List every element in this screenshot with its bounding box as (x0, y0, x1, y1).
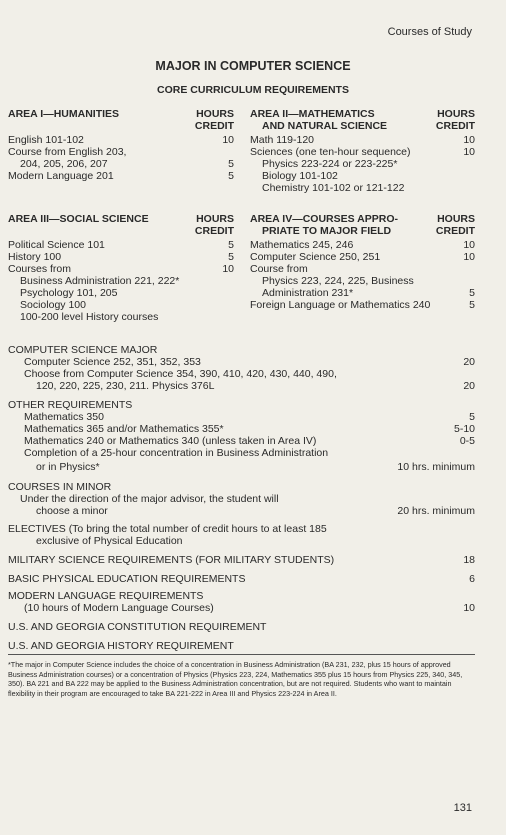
area-3-row-hours: 5 (228, 251, 234, 263)
area-2-row: Math 119-120 (250, 134, 315, 146)
requirement-line: Computer Science 252, 351, 352, 353 (24, 356, 201, 368)
area-1-row-hours: 5 (228, 158, 234, 170)
footnote-divider (8, 654, 475, 655)
area-2-hours-header: HOURS (437, 108, 475, 120)
area-2-credit-header: CREDIT (435, 120, 475, 132)
area-3-row-hours: 10 (222, 263, 234, 275)
area-2-title: AREA II—MATHEMATICS (250, 108, 375, 120)
area-3-hours-header: HOURS (196, 213, 234, 225)
requirement-line: Mathematics 350 (24, 411, 104, 423)
requirement-line: exclusive of Physical Education (36, 535, 183, 547)
requirement-heading: COMPUTER SCIENCE MAJOR (8, 344, 158, 356)
area-1-row: 204, 205, 206, 207 (20, 158, 108, 170)
requirement-hours: 20 (463, 380, 475, 392)
requirement-hours: 10 hrs. minimum (397, 461, 475, 473)
area-4-row-hours: 10 (463, 251, 475, 263)
requirement-heading: MODERN LANGUAGE REQUIREMENTS (8, 590, 204, 602)
area-1-credit-header: CREDIT (194, 120, 234, 132)
area-1-row: Course from English 203, (8, 146, 127, 158)
area-2-title-line-2: AND NATURAL SCIENCE (262, 120, 388, 132)
area-3-row: Political Science 101 (8, 239, 105, 251)
requirement-line: Mathematics 240 or Mathematics 340 (unless taken in Area IV) (24, 435, 317, 447)
area-4-row-hours: 5 (469, 287, 475, 299)
area-3-row-hours: 5 (228, 239, 234, 251)
page-number: 131 (453, 802, 472, 814)
area-2-row: Sciences (one ten-hour sequence) (250, 146, 411, 158)
requirement-line: Choose from Computer Science 354, 390, 410, 420, 430, 440, 490, (24, 368, 337, 380)
requirement-hours: 5 (469, 411, 475, 423)
area-1-row: Modern Language 201 (8, 170, 114, 182)
requirement-line: Completion of a 25-hour concentration in Business Administration (24, 447, 329, 459)
area-4-row: Administration 231* (262, 287, 354, 299)
area-3-row: History 100 (8, 251, 62, 263)
footnote: *The major in Computer Science includes the choice of a concentration in Business Administration (BA 231, 232, plus 15 hours of approved Business Administration courses) or a concentration of Physics (Physics 223, 224, Mathematics 355 plus 15 hours from Physics 225, 340, 345, 350). BA 221 and BA 222 may be applied to the Business Administration concentration, but are not required. Students who want to maintain flexibility in their program are encouraged to take BA 221-222 in Area III and Physics 223-224 in Area II. (8, 660, 463, 698)
area-4-row: Mathematics 245, 246 (250, 239, 354, 251)
area-3-row: Psychology 101, 205 (20, 287, 118, 299)
requirement-line: Mathematics 365 and/or Mathematics 355* (24, 423, 224, 435)
area-4-title: AREA IV—COURSES APPRO- (250, 213, 398, 225)
area-4-row: Physics 223, 224, 225, Business (262, 275, 414, 287)
requirement-line: (10 hours of Modern Language Courses) (24, 602, 214, 614)
area-3-title: AREA III—SOCIAL SCIENCE (8, 213, 149, 225)
area-4-row-hours: 5 (469, 299, 475, 311)
area-3-row: 100-200 level History courses (20, 311, 159, 323)
requirement-heading: COURSES IN MINOR (8, 481, 112, 493)
area-4-hours-header: HOURS (437, 213, 475, 225)
requirement-line: or in Physics* (36, 461, 100, 473)
area-4-row-hours: 10 (463, 239, 475, 251)
requirement-hours: 20 (463, 356, 475, 368)
requirement-hours: 18 (463, 554, 475, 566)
area-3-credit-header: CREDIT (194, 225, 234, 237)
requirement-heading: U.S. AND GEORGIA HISTORY REQUIREMENT (8, 640, 234, 652)
requirement-heading: ELECTIVES (To bring the total number of credit hours to at least 185 (8, 523, 327, 535)
requirement-heading: OTHER REQUIREMENTS (8, 399, 133, 411)
requirement-line: choose a minor (36, 505, 108, 517)
running-header: Courses of Study (387, 26, 472, 38)
area-1-title: AREA I—HUMANITIES (8, 108, 120, 120)
page-title: MAJOR IN COMPUTER SCIENCE (155, 59, 351, 73)
requirement-hours: 6 (469, 573, 475, 585)
area-2-row-hours: 10 (463, 134, 475, 146)
requirement-hours: 0-5 (459, 435, 475, 447)
area-3-row: Courses from (8, 263, 72, 275)
requirement-hours: 10 (463, 602, 475, 614)
area-2-row: Physics 223-224 or 223-225* (262, 158, 398, 170)
page-subtitle: CORE CURRICULUM REQUIREMENTS (157, 84, 349, 96)
requirement-hours: 20 hrs. minimum (397, 505, 475, 517)
requirement-line: 120, 220, 225, 230, 211. Physics 376L (36, 380, 215, 392)
area-1-row: English 101-102 (8, 134, 84, 146)
requirement-heading: MILITARY SCIENCE REQUIREMENTS (FOR MILITARY STUDENTS) (8, 554, 335, 566)
area-1-hours-header: HOURS (196, 108, 234, 120)
requirement-line: Under the direction of the major advisor, the student will (20, 493, 279, 505)
area-3-row: Sociology 100 (20, 299, 86, 311)
area-1-row-hours: 5 (228, 170, 234, 182)
area-4-row: Computer Science 250, 251 (250, 251, 381, 263)
area-3-row: Business Administration 221, 222* (20, 275, 180, 287)
area-2-row: Biology 101-102 (262, 170, 338, 182)
area-4-row: Course from (250, 263, 308, 275)
requirement-heading: BASIC PHYSICAL EDUCATION REQUIREMENTS (8, 573, 246, 585)
requirement-hours: 5-10 (453, 423, 475, 435)
area-4-credit-header: CREDIT (435, 225, 475, 237)
area-2-row: Chemistry 101-102 or 121-122 (262, 182, 405, 194)
area-1-row-hours: 10 (222, 134, 234, 146)
area-4-row: Foreign Language or Mathematics 240 (250, 299, 431, 311)
requirement-heading: U.S. AND GEORGIA CONSTITUTION REQUIREMENT (8, 621, 267, 633)
area-4-title-line-2: PRIATE TO MAJOR FIELD (262, 225, 392, 237)
area-2-row-hours: 10 (463, 146, 475, 158)
